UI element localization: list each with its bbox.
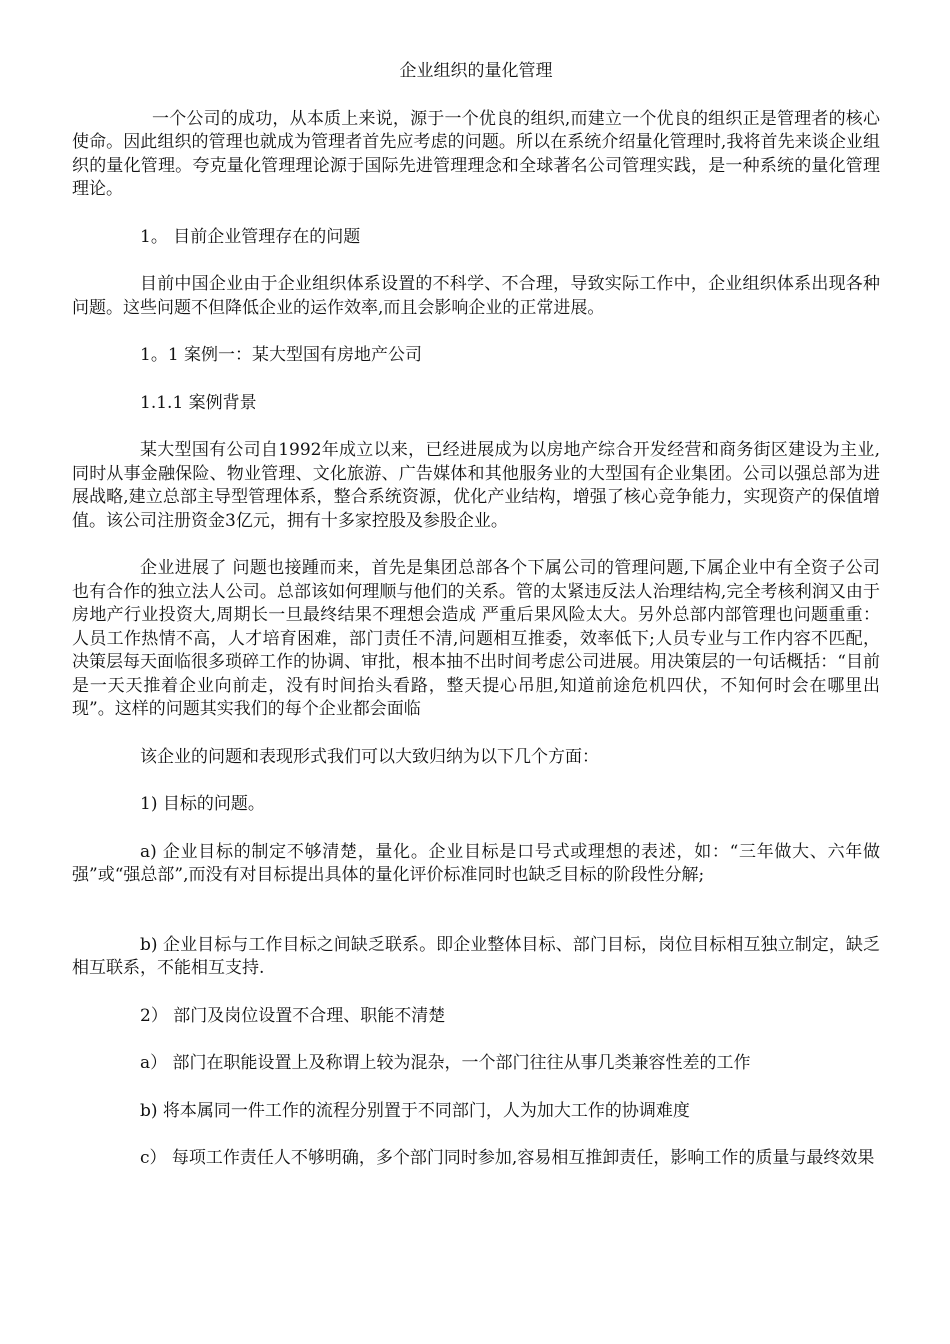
document-title: 企业组织的量化管理 xyxy=(399,61,553,81)
paragraph-summary-intro: 该企业的问题和表现形式我们可以大致归纳为以下几个方面： xyxy=(140,746,599,767)
list-item-dept-b: b) 将本属同一件工作的流程分别置于不同部门，人为加大工作的协调难度 xyxy=(140,1100,690,1121)
section-heading-1-1-1: 1.1.1 案例背景 xyxy=(140,392,257,413)
paragraph-intro: 一个公司的成功，从本质上来说，源于一个优良的组织,而建立一个优良的组织正是管理者的核心使命。因此组织的管理也就成为管理者首先应考虑的问题。所以在系统介绍量化管理时,我将首先来谈企业组织的量化管理。夸克量化管理理论源于国际先进管理理念和全球著名公司管理实践，是一种系统的量化管理理论。 xyxy=(72,108,880,199)
section-heading-1-1: 1。1 案例一：某大型国有房地产公司 xyxy=(140,345,423,365)
list-item-goal-b: b) 企业目标与工作目标之间缺乏联系。即企业整体目标、部门目标，岗位目标相互独立制定，缺乏相互联系，不能相互支持. xyxy=(72,934,880,978)
document-page xyxy=(72,60,880,1171)
list-item-dept-c: c） 每项工作责任人不够明确，多个部门同时参加,容易相互推卸责任，影响工作的质量与最终效果 xyxy=(140,1148,875,1168)
list-item-dept-a: a） 部门在职能设置上及称谓上较为混杂，一个部门往往从事几类兼容性差的工作 xyxy=(140,1053,751,1073)
section-heading-1: 1。 目前企业管理存在的问题 xyxy=(140,226,361,247)
list-item-goal-a: a) 企业目标的制定不够清楚，量化。企业目标是口号式或理想的表述，如：“三年做大、六年做强”或“强总部”,而没有对目标提出具体的量化评价标准同时也缺乏目标的阶段性分解; xyxy=(72,841,880,885)
paragraph-case-background: 某大型国有公司自1992年成立以来，已经进展成为以房地产综合开发经营和商务街区建设为主业,同时从事金融保险、物业管理、文化旅游、广告媒体和其他服务业的大型国有企业集团。公司以强总部为进展战略,建立总部主导型管理体系，整合系统资源，优化产业结构，增强了核心竞争能力，实现资产的保值增值。该公司注册资金3亿元，拥有十多家控股及参股企业。 xyxy=(72,440,880,531)
list-heading-goals: 1) 目标的问题。 xyxy=(140,794,265,814)
paragraph-problems: 目前中国企业由于企业组织体系设置的不科学、不合理，导致实际工作中，企业组织体系出现各种问题。这些问题不但降低企业的运作效率,而且会影响企业的正常进展。 xyxy=(72,274,880,318)
list-heading-departments: 2） 部门及岗位设置不合理、职能不清楚 xyxy=(140,1005,446,1026)
paragraph-case-issues: 企业进展了 问题也接踵而来，首先是集团总部各个下属公司的管理问题,下属企业中有全资子公司也有合作的独立法人公司。总部该如何理顺与他们的关系。管的太紧违反法人治理结构,完全考核利润又由于房地产行业投资大,周期长一旦最终结果不理想会造成 严重后果风险太大。另外总部内部管理也问题重重：人员工作热情不高，人才培育困难，部门责任不清,问题相互推委，效率低下;人员专业与工作内容不匹配，决策层每天面临很多琐碎工作的协调、审批，根本抽不出时间考虑公司进展。用决策层的一句话概括：“目前是一天天推着企业向前走，没有时间抬头看路，整天提心吊胆,知道前途危机四伏，不知何时会在哪里出现”。这样的问题其实我们的每个企业都会面临 xyxy=(72,558,880,719)
